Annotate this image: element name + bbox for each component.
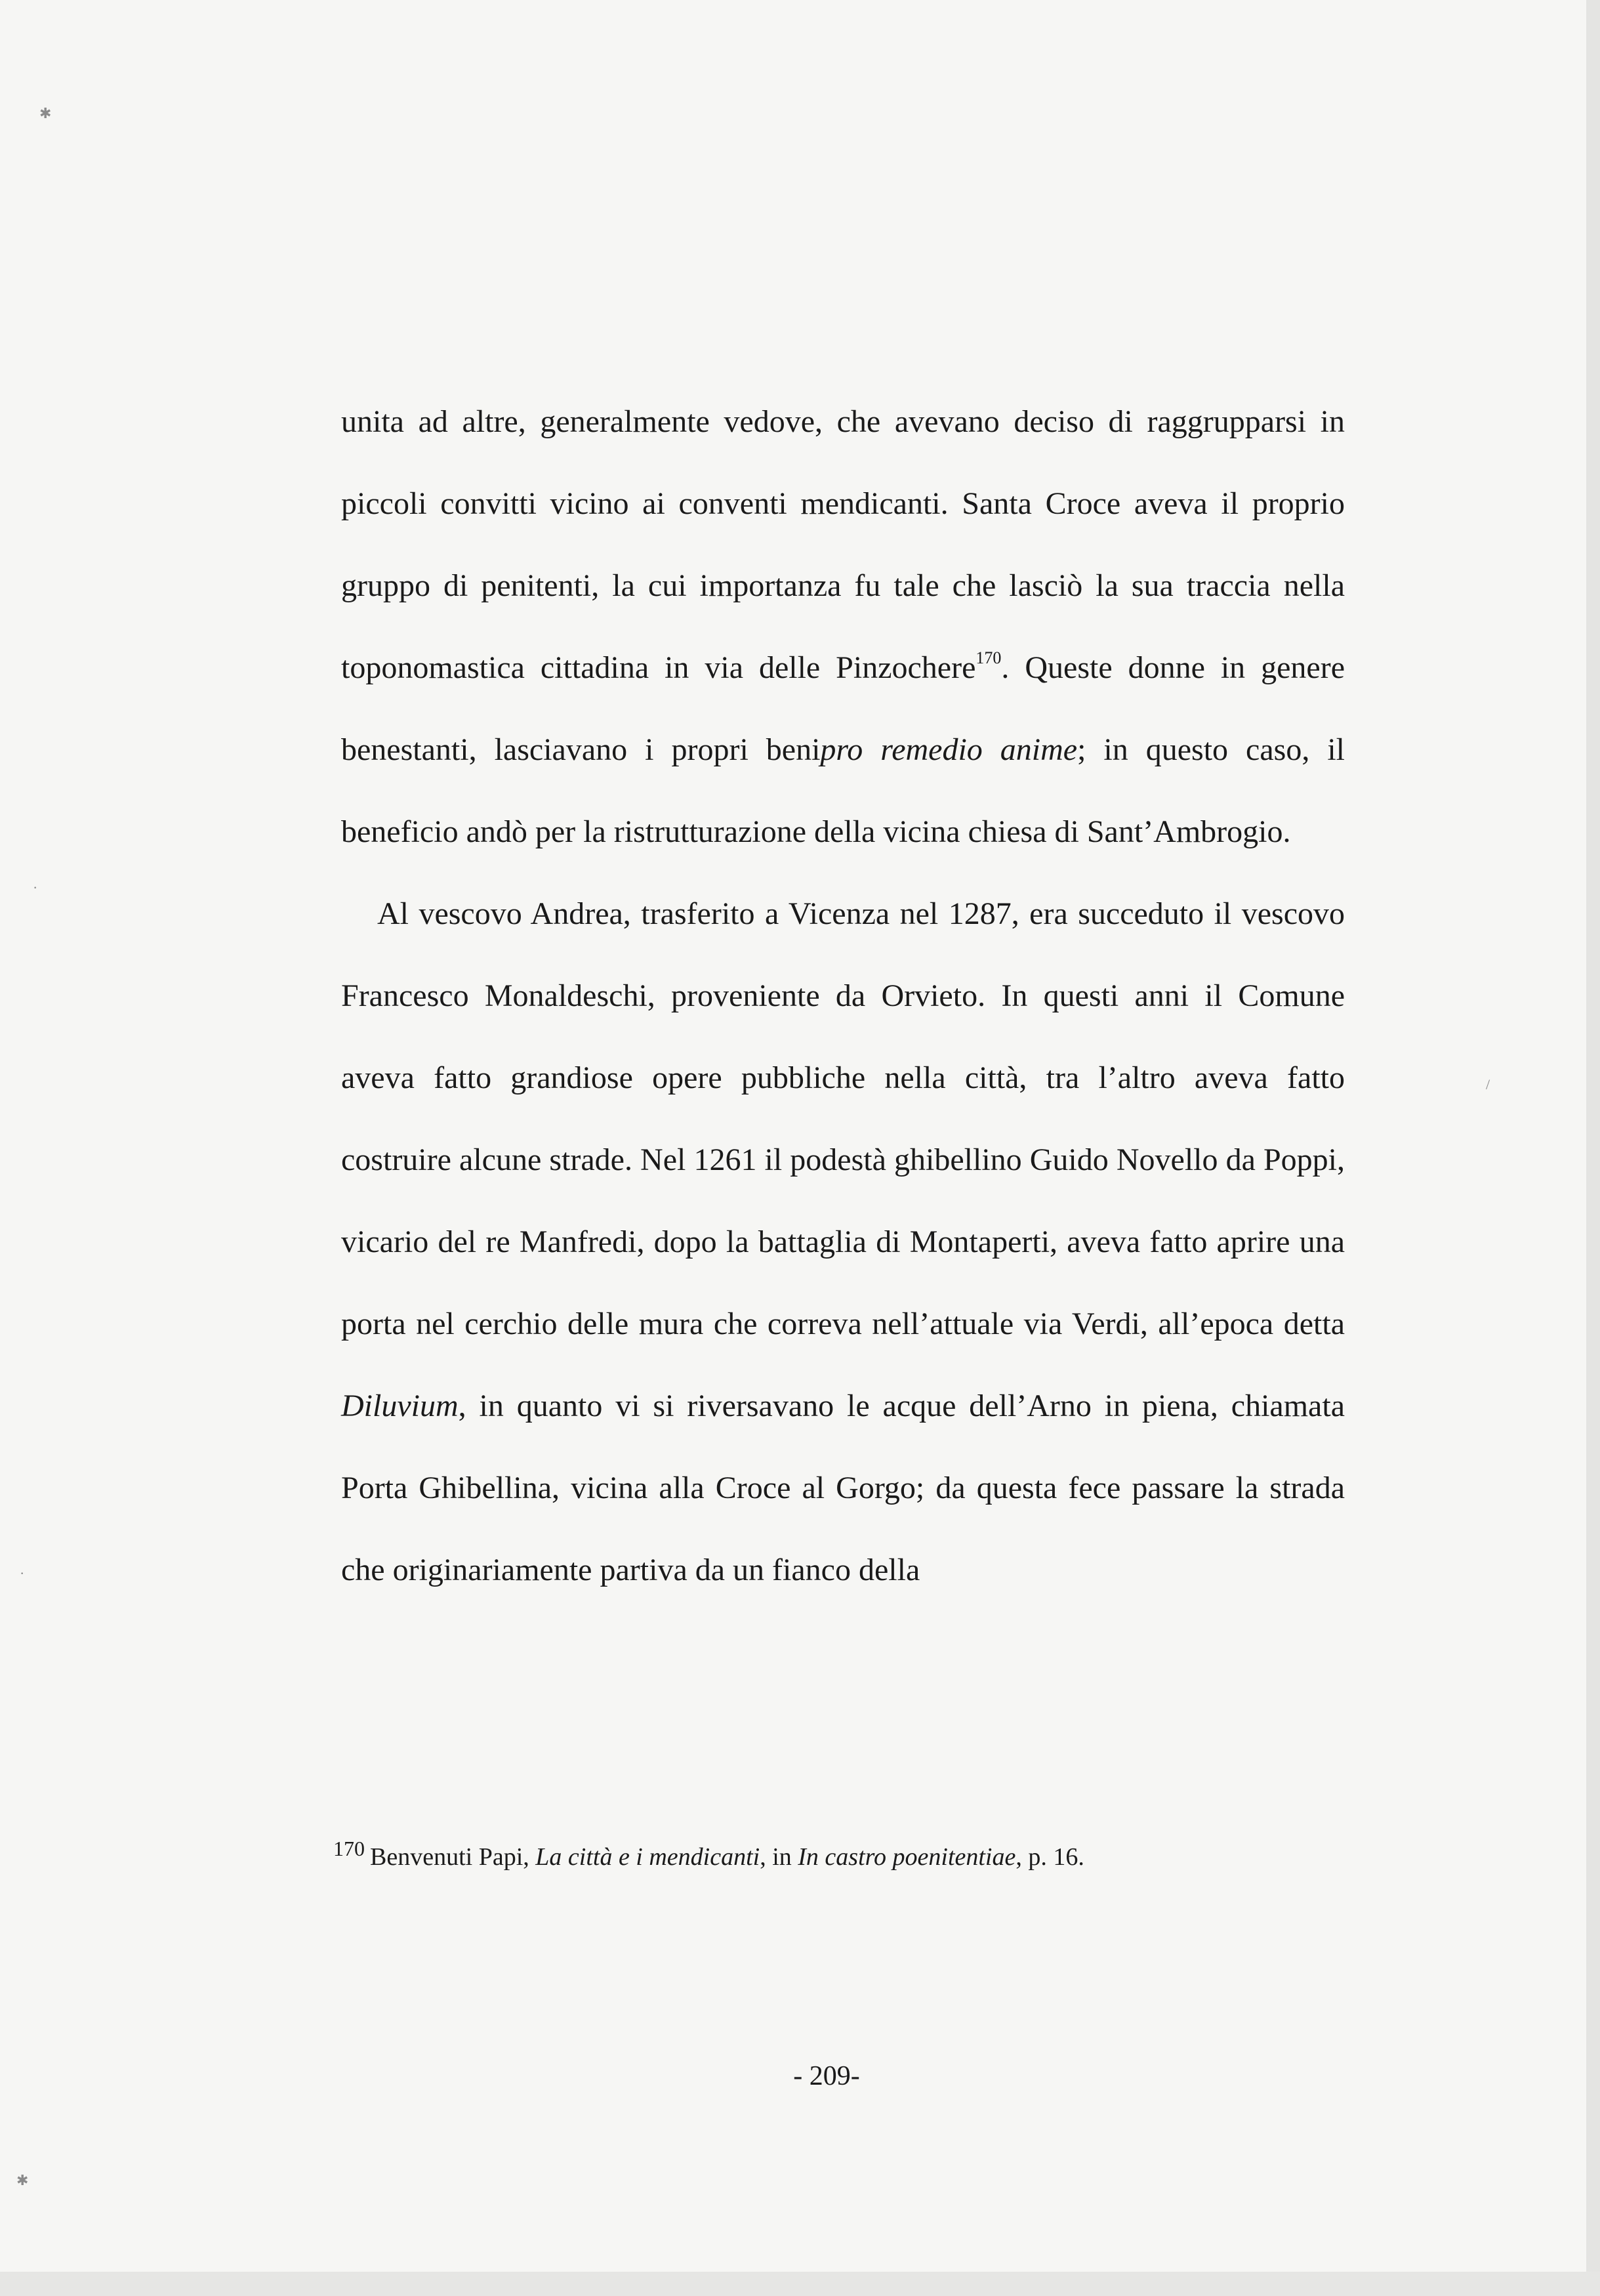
footnote-page: , p. 16. <box>1015 1843 1084 1871</box>
page-edge-bottom <box>0 2272 1600 2296</box>
paragraph-text: ; in questo caso, il beneficio andò per la ristrutturazione della vicina chiesa di Sant’Ambrogio. <box>341 732 1345 849</box>
footnote <box>333 1837 1383 1877</box>
page-number: - 209- <box>793 2061 860 2091</box>
paragraph-text: . Queste donne in genere benestanti, lasciavano i propri beni <box>341 650 1345 767</box>
paragraph-text: unita ad altre, generalmente vedove, che avevano deciso di raggrupparsi in piccoli convitti vicino ai conventi mendicanti. Santa Croce aveva il proprio gruppo di penitenti, la cui importanza fu tale che lasciò la sua traccia nella toponomastica cittadina in via delle Pinzochere <box>341 404 1345 685</box>
scan-speck: · <box>20 1565 25 1581</box>
body-text <box>341 381 1345 1611</box>
italic-phrase: pro remedio anime <box>820 732 1078 767</box>
paragraph-text: Al vescovo Andrea, trasferito a Vicenza nel 1287, era succeduto il vescovo Francesco Monaldeschi, proveniente da Orvieto. In questi anni il Comune aveva fatto grandiose opere pubbliche nella città, tra l’altro aveva fatto costruire alcune strade. Nel 1261 il podestà ghibellino Guido Novello da Poppi, vicario del re Manfredi, dopo la battaglia di Montaperti, aveva fatto aprire una porta nel cerchio delle mura che correva nell’attuale via Verdi, all’epoca detta <box>341 896 1345 1341</box>
page-edge-right <box>1586 0 1600 2296</box>
footnote-number: 170 <box>333 1837 365 1860</box>
scan-speck: / <box>1486 1076 1490 1093</box>
paragraph-1 <box>341 381 1345 873</box>
scan-speck: ✱ <box>16 2172 29 2188</box>
footnote-title: La città e i mendicanti <box>535 1843 760 1871</box>
footnote-volume: In castro poenitentiae <box>798 1843 1016 1871</box>
paragraph-text: , in quanto vi si riversavano le acque dell’Arno in piena, chiamata Porta Ghibellina, vicina alla Croce al Gorgo; da questa fece passare la strada che originariamente partiva da un fianco della <box>341 1388 1345 1587</box>
footnote-reference: 170 <box>975 648 1002 667</box>
paragraph-2 <box>341 873 1345 1611</box>
scan-speck: · <box>33 879 38 896</box>
italic-phrase: Diluvium <box>341 1388 459 1423</box>
footnote-author: Benvenuti Papi, <box>370 1843 536 1871</box>
footnote-text: , in <box>760 1843 798 1871</box>
scan-speck: ✱ <box>39 105 52 121</box>
